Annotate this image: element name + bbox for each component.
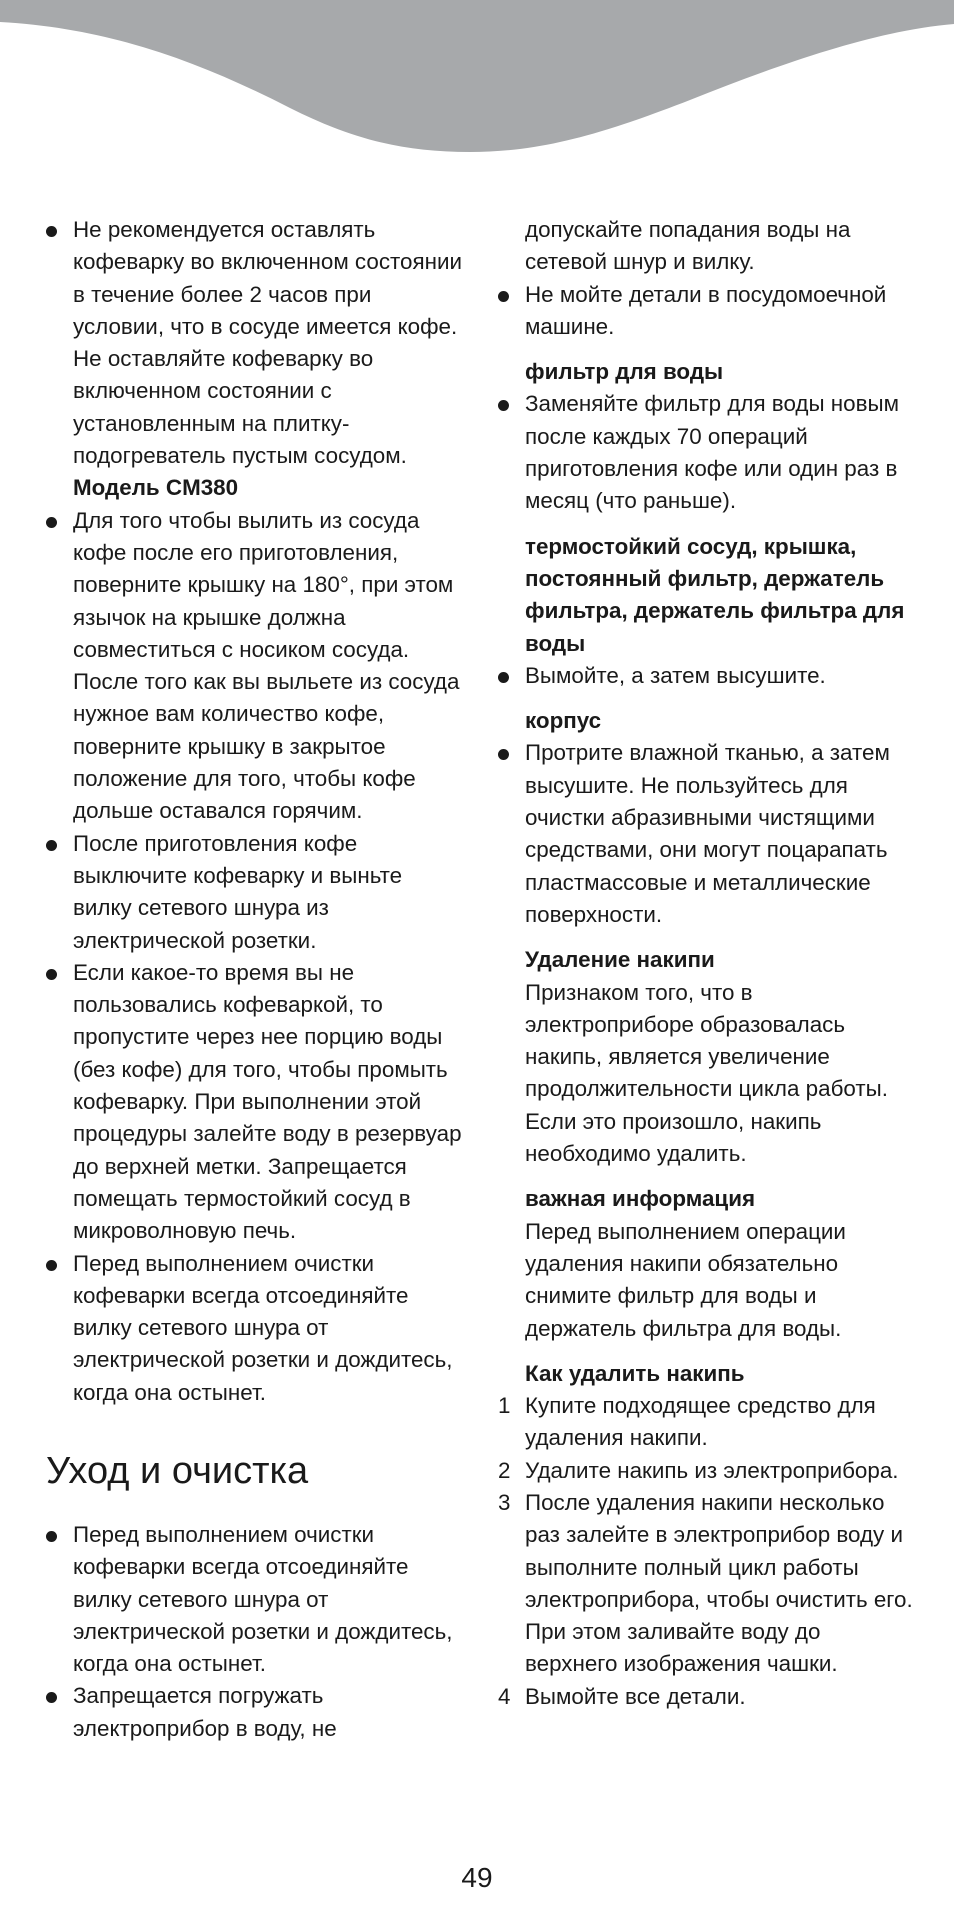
descale-heading: Удаление накипи xyxy=(525,947,715,973)
step-text: После удаления накипи несколько раз залейте в электроприбор воду и выполните полный цикл работы электроприбора, чтобы очистить его. При этом заливайте воду до верхнего изображения чашки. xyxy=(525,1489,913,1677)
item-text: Перед выполнением очистки кофеварки всегда отсоединяйте вилку сетевого шнура от электрической розетки и дождитесь, когда она остынет. xyxy=(73,1521,453,1677)
step-text: Вымойте все детали. xyxy=(525,1683,746,1709)
right-column xyxy=(498,214,918,1713)
bullet-icon xyxy=(46,1692,57,1703)
important-text: Перед выполнением операции удаления накипи обязательно снимите фильтр для воды и держатель фильтра для воды. xyxy=(525,1218,846,1341)
body-heading: корпус xyxy=(525,708,602,734)
numbered-step xyxy=(498,1390,918,1455)
important-heading: важная информация xyxy=(525,1186,756,1212)
list-item xyxy=(46,1680,466,1745)
list-item xyxy=(46,1248,466,1409)
step-number: 4 xyxy=(498,1683,511,1709)
bullet-icon xyxy=(46,226,57,237)
numbered-step xyxy=(498,1681,918,1713)
filter-heading: фильтр для воды xyxy=(525,359,724,385)
item-text: Запрещается погружать электроприбор в воду, не xyxy=(73,1683,337,1741)
step-text: Купите подходящее средство для удаления накипи. xyxy=(525,1393,876,1451)
list-item xyxy=(498,388,918,517)
numbered-step xyxy=(498,1487,918,1681)
continuation-text: допускайте попадания воды на сетевой шнур и вилку. xyxy=(525,217,851,275)
bullet-icon xyxy=(46,517,57,528)
bullet-icon xyxy=(498,672,509,683)
list-item xyxy=(46,214,466,472)
left-column xyxy=(46,214,466,1745)
list-item xyxy=(498,279,918,344)
item-text: Перед выполнением очистки кофеварки всегда отсоединяйте вилку сетевого шнура от электрической розетки и дождитесь, когда она остынет. xyxy=(73,1250,453,1405)
bullet-icon xyxy=(46,1260,57,1271)
page-number: 49 xyxy=(461,1862,493,1893)
bullet-icon xyxy=(498,400,509,411)
step-number: 1 xyxy=(498,1393,511,1419)
step-number: 3 xyxy=(498,1489,511,1515)
list-item xyxy=(46,957,466,1248)
how-to-descale-heading: Как удалить накипь xyxy=(525,1360,745,1386)
bullet-icon xyxy=(46,969,57,980)
item-text: Вымойте, а затем высушите. xyxy=(525,662,826,688)
item-text: Для того чтобы вылить из сосуда кофе после его приготовления, поверните крышку на 180°, при этом язычок на крышке должна совместиться с носиком сосуда. После того как вы выльете из сосуда нужное вам количество кофе, поверните крышку в закрытое положение для того, чтобы кофе дольше оставался горячим. xyxy=(73,507,460,824)
numbered-step xyxy=(498,1455,918,1487)
item-text: Если какое-то время вы не пользовались кофеваркой, то пропустите через нее порцию воды (без кофе) для того, чтобы промыть кофеварку. При выполнении этой процедуры залейте воду в резервуар до верхней метки. Запрещается помещать термостойкий сосуд в микроволновую печь. xyxy=(73,959,462,1244)
step-text: Удалите накипь из электроприбора. xyxy=(525,1457,899,1483)
list-item xyxy=(46,1519,466,1680)
wave-shape xyxy=(0,0,954,152)
jug-heading: термостойкий сосуд, крышка, постоянный фильтр, держатель фильтра, держатель фильтра для воды xyxy=(525,533,905,656)
section-title: Уход и очистка xyxy=(46,1449,309,1492)
item-text: Заменяйте фильтр для воды новым после каждых 70 операций приготовления кофе или один раз в месяц (что раньше). xyxy=(525,391,899,514)
list-item xyxy=(498,660,918,692)
descale-text: Признаком того, что в электроприборе образовалась накипь, является увеличение продолжительности цикла работы. Если это произошло, накипь необходимо удалить. xyxy=(525,979,888,1167)
item-text: Протрите влажной тканью, а затем высушите. Не пользуйтесь для очистки абразивными чистящими средствами, они могут поцарапать пластмассовые и металлические поверхности. xyxy=(525,740,890,927)
bullet-icon xyxy=(498,291,509,302)
list-item xyxy=(498,737,918,931)
step-number: 2 xyxy=(498,1457,511,1483)
list-item xyxy=(46,828,466,957)
model-heading: Модель CM380 xyxy=(73,475,239,501)
bullet-icon xyxy=(46,840,57,851)
top-wave-decoration xyxy=(0,0,954,160)
bullet-icon xyxy=(498,749,509,760)
item-text: Не рекомендуется оставлять кофеварку во включенном состоянии в течение более 2 часов при условии, что в сосуде имеется кофе. Не оставляйте кофеварку во включенном состоянии с установленным на плитку-подогреватель пустым сосудом. xyxy=(73,217,462,469)
bullet-icon xyxy=(46,1531,57,1542)
item-text: После приготовления кофе выключите кофеварку и выньте вилку сетевого шнура из электрической розетки. xyxy=(73,830,403,953)
item-text: Не мойте детали в посудомоечной машине. xyxy=(525,281,887,339)
list-item xyxy=(46,505,466,828)
